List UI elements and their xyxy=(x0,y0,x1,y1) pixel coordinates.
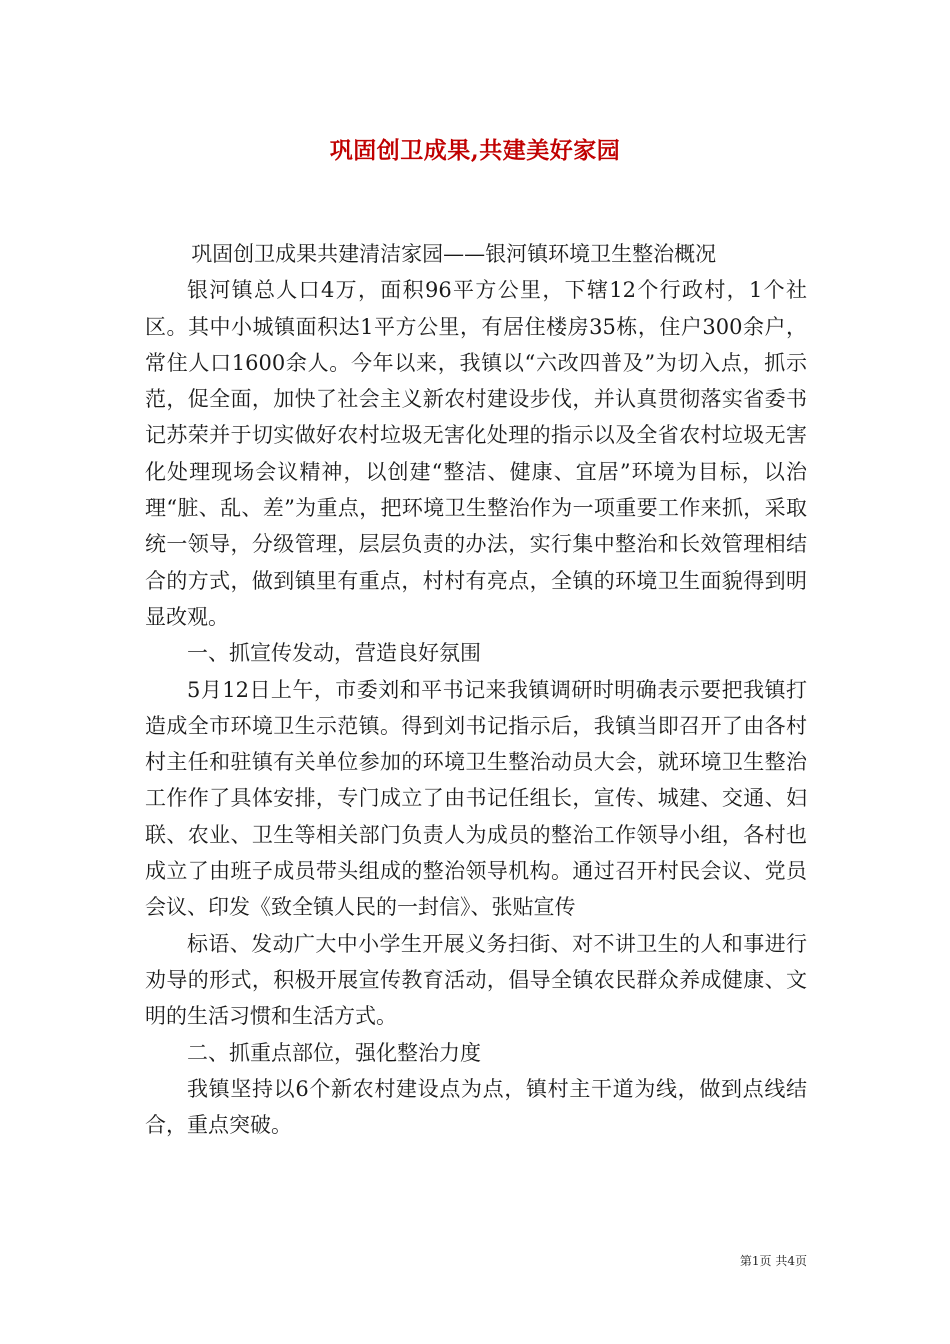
document-subtitle: 巩固创卫成果共建清洁家园——银河镇环境卫生整治概况 xyxy=(191,242,717,266)
document-body xyxy=(145,236,807,1143)
paragraph-overview: 银河镇总人口4万，面积96平方公里，下辖12个行政村，1个社区。其中小城镇面积达1平方公里，有居住楼房35栋，住户300余户，常住人口1600余人。今年以来，我镇以“六改四普及”为切入点，抓示范，促全面，加快了社会主义新农村建设步伐，并认真贯彻落实省委书记苏荣并于切实做好农村垃圾无害化处理的指示以及全省农村垃圾无害化处理现场会议精神，以创建“整洁、健康、宜居”环境为目标，以治理“脏、乱、差”为重点，把环境卫生整治作为一项重要工作来抓，采取统一领导，分级管理，层层负责的办法，实行集中整治和长效管理相结合的方式，做到镇里有重点，村村有亮点，全镇的环境卫生面貌得到明显改观。 xyxy=(145,278,807,629)
paragraph-section-1-continued: 标语、发动广大中小学生开展义务扫街、对不讲卫生的人和事进行劝导的形式，积极开展宣传教育活动，倡导全镇农民群众养成健康、文明的生活习惯和生活方式。 xyxy=(145,931,807,1029)
page-number: 第1页 共4页 xyxy=(739,1254,807,1268)
section-heading-1: 一、抓宣传发动，营造良好氛围 xyxy=(187,641,481,666)
paragraph-section-1: 5月12日上午，市委刘和平书记来我镇调研时明确表示要把我镇打造成全市环境卫生示范镇。得到刘书记指示后，我镇当即召开了由各村村主任和驻镇有关单位参加的环境卫生整治动员大会，就环境卫生整治工作作了具体安排，专门成立了由书记任组长，宣传、城建、交通、妇联、农业、卫生等相关部门负责人为成员的整治工作领导小组，各村也成立了由班子成员带头组成的整治领导机构。通过召开村民会议、党员会议、印发《致全镇人民的一封信》、张贴宣传 xyxy=(145,677,807,920)
section-heading-2: 二、抓重点部位，强化整治力度 xyxy=(187,1040,481,1065)
paragraph-section-2: 我镇坚持以6个新农村建设点为点，镇村主干道为线，做到点线结合，重点突破。 xyxy=(145,1076,807,1138)
page-title: 巩固创卫成果,共建美好家园 xyxy=(329,137,621,164)
